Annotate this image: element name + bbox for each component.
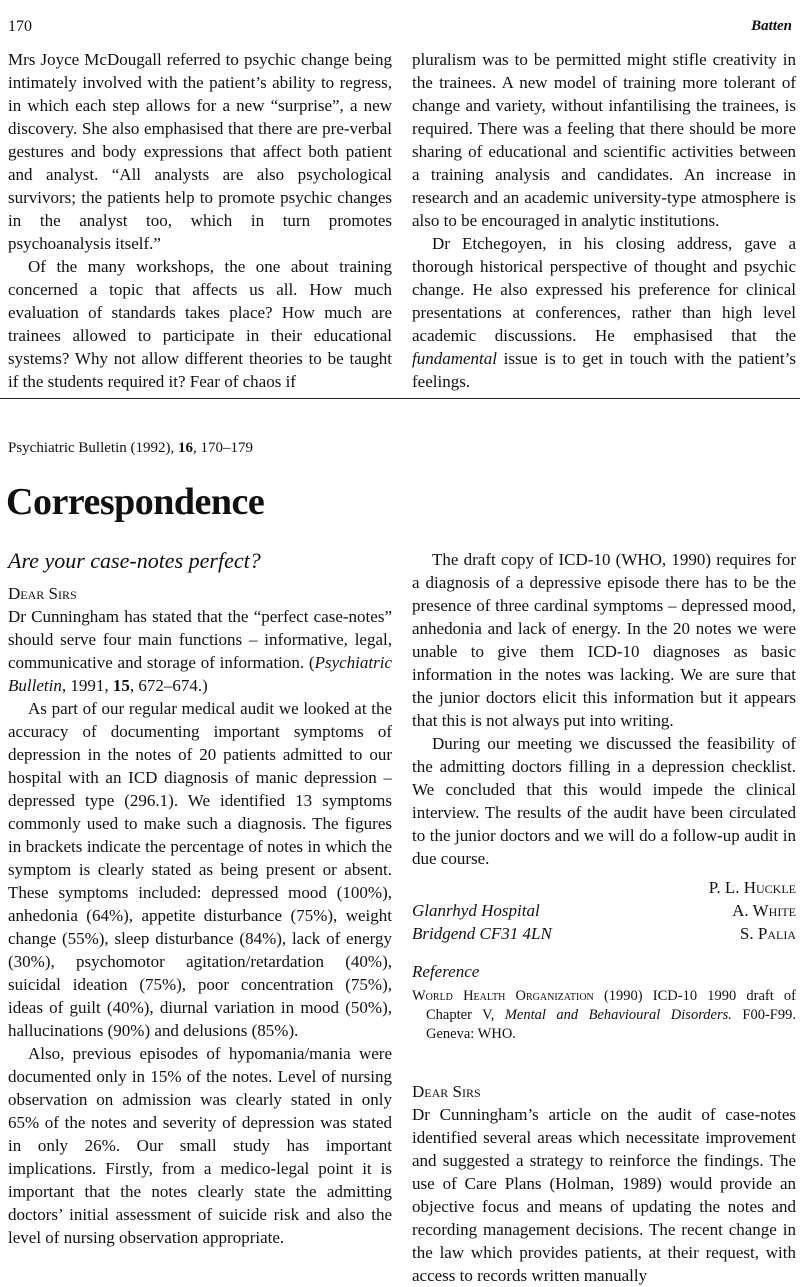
top-right-column bbox=[412, 48, 796, 393]
journal-citation: Psychiatric Bulletin (1992), 16, 170–179 bbox=[8, 440, 253, 456]
section-title: Correspondence bbox=[6, 481, 265, 523]
paragraph: Mrs Joyce McDougall referred to psychic change being intimately involved with the patient’s ability to regress, in which each step allows for a new “surprise”, a new discovery. She also emphasised that there are pre-verbal gestures and body expressions that affect both patient and analyst. “All analysts are also psychological survivors; the patients help to promote psychic changes in the analyst too, which in turn promotes psychoanalysis itself.” bbox=[8, 50, 392, 253]
paragraph: Dr Cunningham’s article on the audit of case-notes identified several areas which necessitate improvement and suggested a strategy to reinforce the findings. The use of Care Plans (Holman, 1989) would provide an objective focus and means of updating the notes and recording management decisions. The recent change in the law which provides patients, at their request, with access to records written manually bbox=[412, 1105, 796, 1285]
paragraph: The draft copy of ICD-10 (WHO, 1990) requires for a diagnosis of a depressive episode there has to be the presence of three cardinal symptoms – depressed mood, anhedonia and lack of energy. In the 20 notes we were unable to give them ICD-10 diagnoses as basic information in the notes was lacking. We are sure that the junior doctors elicit this information but it appears that this is not always put into writing. bbox=[412, 550, 796, 730]
paragraph: Of the many workshops, the one about training concerned a topic that affects us all. How much evaluation of standards takes place? How much are trainees allowed to participate in their educational systems? Why not allow different theories to be taught if the students required it? Fear of chaos if bbox=[8, 257, 392, 391]
reference-entry: World Health Organization (1990) ICD-10 1990 draft of Chapter V, Mental and Behavioural Disorders. F00-F99. Geneva: WHO. bbox=[412, 988, 796, 1042]
signer-name: S. Palia bbox=[739, 924, 796, 943]
letter1-left-column bbox=[8, 548, 392, 1249]
signer-name: A. White bbox=[732, 901, 796, 920]
intro-paragraph: Dr Cunningham has stated that the “perfect case-notes” should serve four main functions – informative, legal, communicative and storage of information. (Psychiatric Bulletin, 1991, 15, 672–674.) bbox=[8, 607, 392, 695]
location: Bridgend CF31 4LN bbox=[412, 924, 552, 943]
paragraph: As part of our regular medical audit we looked at the accuracy of documenting important symptoms of depression in the notes of 20 patients admitted to our hospital with an ICD diagnosis of manic depression – depressed type (296.1). We identified 13 symptoms commonly used to make such a diagnosis. The figures in brackets indicate the percentage of notes in which the symptom is clearly stated as being present or absent. These symptoms included: depressed mood (100%), anhedonia (64%), appetite disturbance (75%), weight change (55%), sleep disturbance (84%), lack of energy (30%), psychomotor agitation/retardation (40%), suicidal ideation (75%), poor concentration (75%), ideas of guilt (40%), diurnal variation in mood (50%), hallucinations (90%) and delusions (85%). bbox=[8, 699, 392, 1040]
section-divider bbox=[0, 398, 800, 399]
paragraph: pluralism was to be permitted might stifle creativity in the trainees. A new model of training more tolerant of change and variety, without infantilising the trainees, is required. There was a feeling that there should be more sharing of educational and scientific activities between a training analysis and candidates. An increase in research and an academic university-type atmosphere is also to be encouraged in analytic institutions. bbox=[412, 50, 796, 230]
salutation: Dear Sirs bbox=[412, 1082, 481, 1101]
signatures bbox=[412, 876, 796, 948]
page-number: 170 bbox=[8, 18, 32, 35]
reference-heading: Reference bbox=[412, 962, 480, 981]
signer-name: P. L. Huckle bbox=[708, 878, 796, 897]
institution: Glanrhyd Hospital bbox=[412, 901, 540, 920]
paragraph: Also, previous episodes of hypomania/mania were documented only in 15% of the notes. Level of nursing observation on admission was clearly stated in only 65% of the notes and severity of depression was stated in only 26%. Our small study has important implications. Firstly, from a medico-legal point it is important that the notes clearly state the admitting doctors’ initial assessment of suicide risk and also the level of nursing observation appropriate. bbox=[8, 1044, 392, 1247]
salutation: Dear Sirs bbox=[8, 584, 77, 603]
article-title: Are your case-notes perfect? bbox=[8, 548, 261, 573]
page-header bbox=[0, 8, 800, 36]
running-head: Batten bbox=[751, 18, 792, 34]
letter1-right-column bbox=[412, 548, 796, 1287]
closing-paragraph: Dr Etchegoyen, in his closing address, gave a thorough historical perspective of thought and psychic change. He also expressed his preference for clinical presentations at conferences, rather than high level academic discussions. He emphasised that the fundamental issue is to get in touch with the patient’s feelings. bbox=[412, 234, 796, 391]
top-left-column bbox=[8, 48, 392, 393]
paragraph: During our meeting we discussed the feasibility of the admitting doctors filling in a depression checklist. We concluded that this would impede the clinical interview. The results of the audit have been circulated to the junior doctors and we will do a follow-up audit in due course. bbox=[412, 734, 796, 868]
